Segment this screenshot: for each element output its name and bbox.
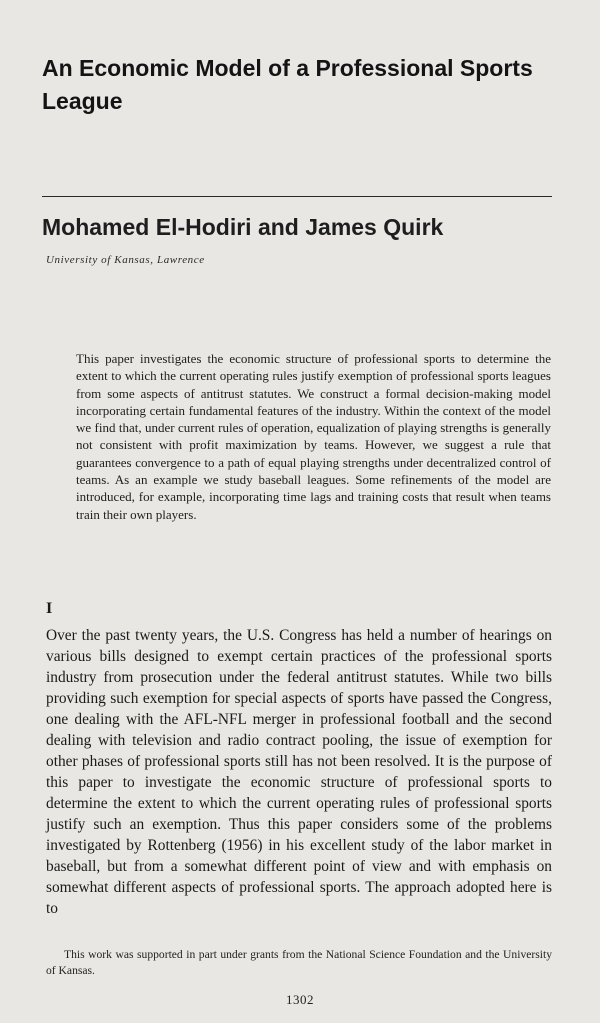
section-heading: I <box>46 600 53 617</box>
title-divider <box>42 196 552 197</box>
body-paragraph: Over the past twenty years, the U.S. Congress has held a number of hearings on various bills designed to exempt certain practices of the professional sports industry from prosecution under the federal antitrust statutes. While two bills providing such exemption for special aspects of sports have passed the Congress, one dealing with the AFL-NFL merger in professional football and the second dealing with television and radio contract pooling, the issue of exemption for other phases of professional sports still has not been resolved. It is the purpose of this paper to investigate the economic structure of professional sports to determine the extent to which the current operating rules of professional sports justify such an exemption. Thus this paper considers some of the problems investigated by Rottenberg (1956) in his excellent study of the labor market in baseball, but from a somewhat different point of view and with emphasis on somewhat different aspects of professional sports. The approach adopted here is to <box>46 627 552 917</box>
article-authors: Mohamed El-Hodiri and James Quirk <box>42 214 444 240</box>
article-title: An Economic Model of a Professional Sports League <box>42 55 533 114</box>
article-abstract: This paper investigates the economic structure of professional sports to determine the extent to which the current operating rules justify exemption of professional sports leagues from some aspects of antitrust statutes. We construct a formal decision-making model incorporating certain fundamental features of the industry. Within the context of the model we find that, under current rules of operation, equalization of playing strengths is generally not consistent with profit maximization by teams. However, we suggest a rule that guarantees convergence to a path of equal playing strengths under decentralized control of teams. As an example we study baseball leagues. Some refinements of the model are introduced, for example, incorporating time lags and training costs that result when teams train their own players. <box>76 351 551 522</box>
author-affiliation: University of Kansas, Lawrence <box>46 254 205 266</box>
page-number: 1302 <box>286 992 314 1007</box>
acknowledgement-footnote: This work was supported in part under grants from the National Science Foundation and the University of Kansas. <box>46 948 552 977</box>
